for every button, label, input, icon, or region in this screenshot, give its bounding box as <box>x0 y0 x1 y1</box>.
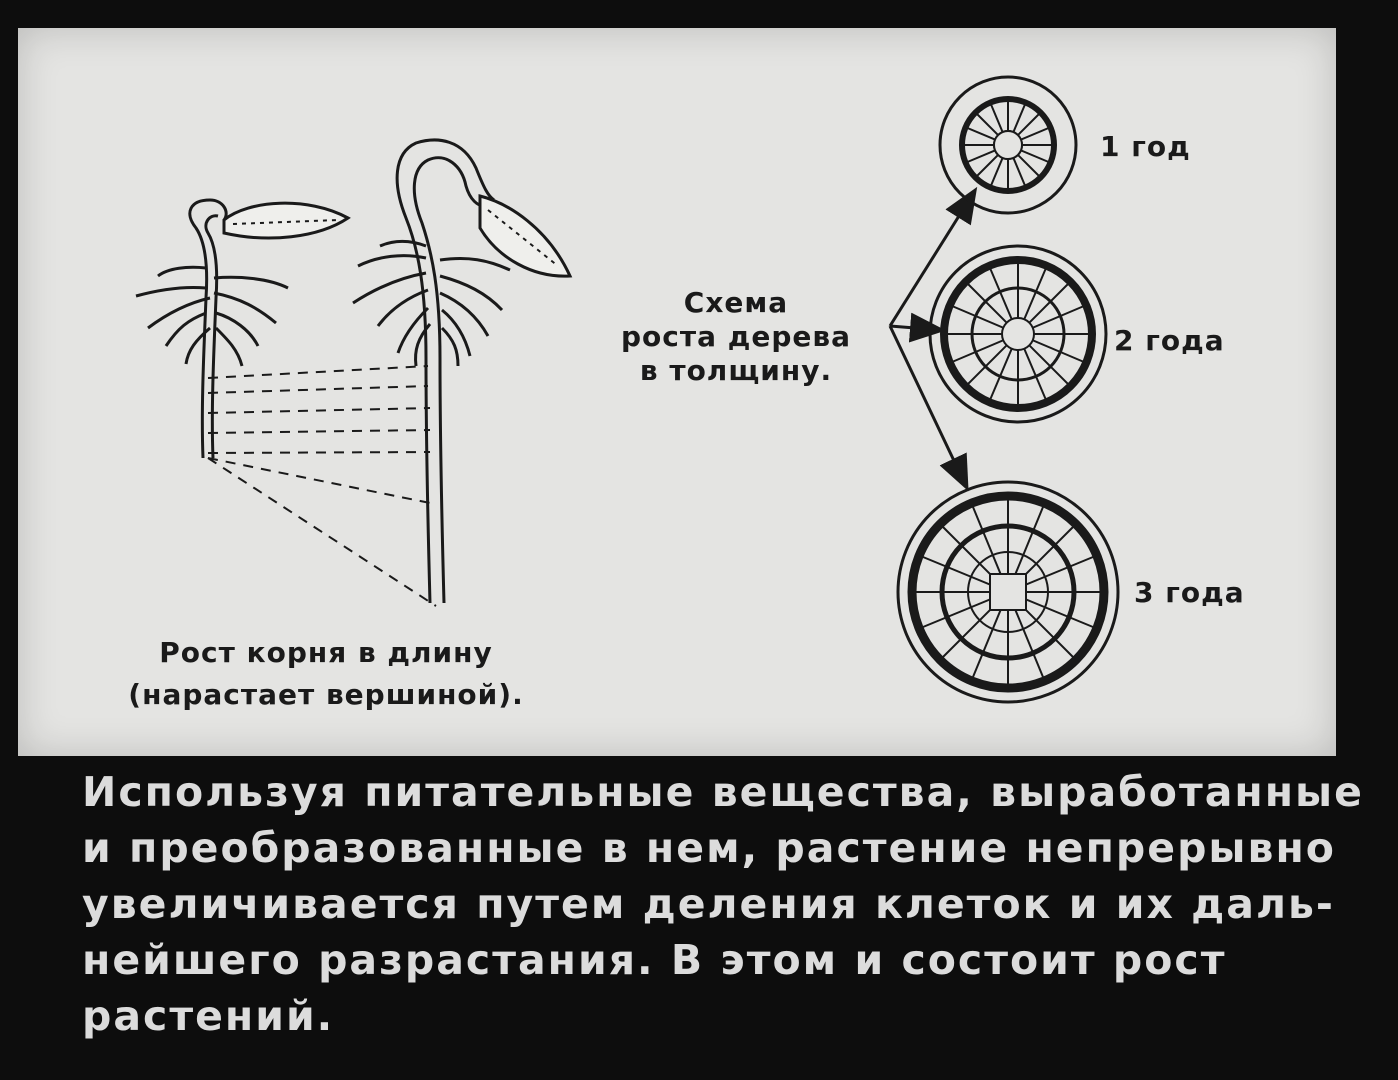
growth-connector-lines <box>208 366 436 606</box>
seedling-older <box>353 140 570 603</box>
year-label-2: 2 года <box>1114 324 1225 357</box>
year-label-3: 3 года <box>1134 576 1245 609</box>
explanation-line-1: Используя питательные вещества, выработанные <box>82 768 1364 816</box>
illustration-panel <box>18 28 1336 756</box>
explanation-line-5: растений. <box>82 992 335 1040</box>
year-label-1: 1 год <box>1100 130 1191 163</box>
cross-section-year-2 <box>930 246 1106 422</box>
explanation-line-3: увеличивается путем деления клеток и их даль- <box>82 880 1335 928</box>
explanation-text <box>82 764 1364 1044</box>
root-caption-line-1: Рост корня в длину <box>159 636 493 669</box>
scheme-caption-line-3: в толщину. <box>639 354 833 387</box>
scheme-arrows <box>890 192 974 486</box>
seedling-young <box>136 200 348 458</box>
root-caption-line-2: (нарастает вершиной). <box>128 678 524 711</box>
scheme-caption-line-2: роста дерева <box>621 320 851 353</box>
explanation-line-4: нейшего разрастания. В этом и состоит рост <box>82 936 1227 984</box>
explanation-line-2: и преобразованные в нем, растение непрерывно <box>82 824 1336 872</box>
trunk-scheme-caption <box>606 286 866 388</box>
root-growth-caption <box>106 632 546 716</box>
cross-section-year-3 <box>898 482 1118 702</box>
cross-section-year-1 <box>940 77 1076 213</box>
scheme-caption-line-1: Схема <box>683 286 789 319</box>
